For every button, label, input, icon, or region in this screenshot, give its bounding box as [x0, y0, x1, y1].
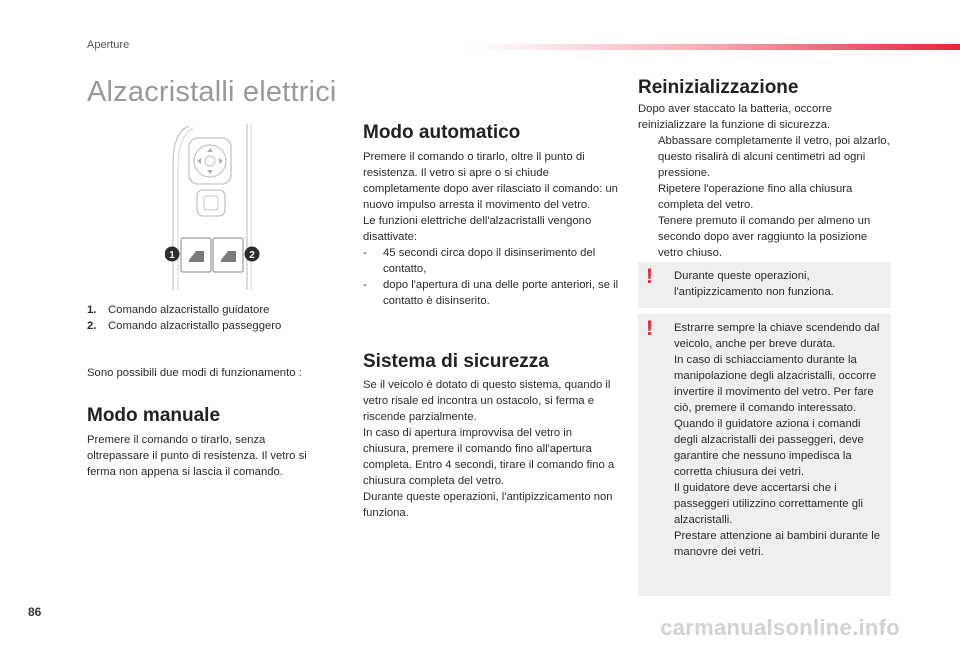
caption-text: Comando alzacristallo passeggero: [108, 320, 282, 332]
list-item: [638, 133, 890, 181]
warning-line: Il guidatore deve accertarsi che i passeggeri utilizzino correttamente gli alzacristalli.: [674, 482, 864, 526]
list-item-text: Ripetere l'operazione fino alla chiusura completa del vetro.: [658, 183, 853, 211]
modo-automatico-text2: Le funzioni elettriche dell'alzacristalli vengono disattivate:: [363, 215, 592, 243]
page-number: 86: [28, 605, 42, 619]
warning-text: Durante queste operazioni, l'antipizzicamento non funziona.: [674, 270, 834, 298]
intro-text: Sono possibili due modi di funzionamento :: [87, 367, 302, 379]
page-title: Alzacristalli elettrici: [87, 76, 337, 108]
modo-automatico-text: Premere il comando o tirarlo, oltre il punto di resistenza. Il vetro si apre o si chiude completamente dopo aver rilasciato il comando: un nuovo impulso arresta il movimento del vetro.: [363, 151, 618, 211]
caption-item: [87, 318, 337, 334]
warning-icon: !: [646, 317, 653, 340]
list-item-text: Abbassare completamente il vetro, poi alzarlo, questo risalirà di alcuni centimetri ad ogni pressione.: [658, 135, 890, 179]
caption-number: 1.: [87, 304, 97, 316]
warning-line: In caso di schiacciamento durante la manipolazione degli alzacristalli, occorre invertire il movimento del vetro. Per fare ciò, premere il comando interessato.: [674, 354, 877, 414]
watermark: carmanualsonline.info: [660, 615, 900, 640]
caption-item: [87, 302, 337, 318]
list-marker: -: [363, 279, 367, 291]
warning-line: Quando il guidatore aziona i comandi degli alzacristalli dei passeggeri, deve garantire che nessuno impedisca la corretta chiusura dei vetri.: [674, 418, 864, 478]
warning-line: Prestare attenzione ai bambini durante le manovre dei vetri.: [674, 530, 880, 558]
heading-modo-manuale: Modo manuale: [87, 405, 221, 426]
list-item: [638, 213, 890, 261]
window-switch-panel-illustration: [165, 124, 265, 290]
list-item-text: Tenere premuto il comando per almeno un secondo dopo aver raggiunto la posizione vetro chiuso.: [658, 215, 871, 259]
sistema-sicurezza-body: [363, 377, 619, 521]
caption-number: 2.: [87, 320, 97, 332]
warning-line: Estrarre sempre la chiave scendendo dal veicolo, anche per breve durata.: [674, 322, 880, 350]
warning-box: [638, 262, 891, 308]
heading-reinizializzazione: Reinizializzazione: [638, 77, 799, 98]
list-item-text: dopo l'apertura di una delle porte anteriori, se il contatto è disinserito.: [383, 279, 619, 307]
callout-2: 2: [249, 250, 255, 261]
modo-automatico-body: [363, 149, 619, 309]
caption-text: Comando alzacristallo guidatore: [108, 304, 270, 316]
deactivation-list: [363, 245, 619, 309]
list-item: [363, 245, 619, 277]
section-label: Aperture: [87, 39, 130, 51]
list-item-text: 45 secondi circa dopo il disinserimento del contatto,: [383, 247, 596, 275]
sistema-sicurezza-text: Se il veicolo è dotato di questo sistema, quando il vetro risale ed incontra un ostacolo, si ferma e riscende parzialmente.: [363, 379, 611, 423]
callout-1: 1: [169, 250, 175, 261]
list-item: [363, 277, 619, 309]
heading-modo-automatico: Modo automatico: [363, 122, 521, 143]
illustration-captions: [87, 302, 337, 334]
header-accent-line: [470, 44, 960, 50]
reset-steps-list: [638, 133, 890, 261]
modo-manuale-text: Premere il comando o tirarlo, senza oltrepassare il punto di resistenza. Il vetro si ferma non appena si lascia il comando.: [87, 434, 307, 478]
reinizializzazione-body: [638, 101, 890, 261]
warning-icon: !: [646, 265, 653, 288]
heading-sistema-sicurezza: Sistema di sicurezza: [363, 351, 549, 372]
sistema-sicurezza-text2: In caso di apertura improvvisa del vetro in chiusura, premere il comando fino all'apertura completa. Entro 4 secondi, tirare il comando fino a chiusura completa del vetro.: [363, 427, 615, 487]
reinizializzazione-text: Dopo aver staccato la batteria, occorre reinizializzare la funzione di sicurezza.: [638, 103, 833, 131]
list-item: [638, 181, 890, 213]
warning-text: [674, 320, 883, 560]
sistema-sicurezza-text3: Durante queste operazioni, l'antipizzicamento non funziona.: [363, 491, 613, 519]
warning-box: [638, 314, 891, 596]
list-marker: -: [363, 247, 367, 259]
